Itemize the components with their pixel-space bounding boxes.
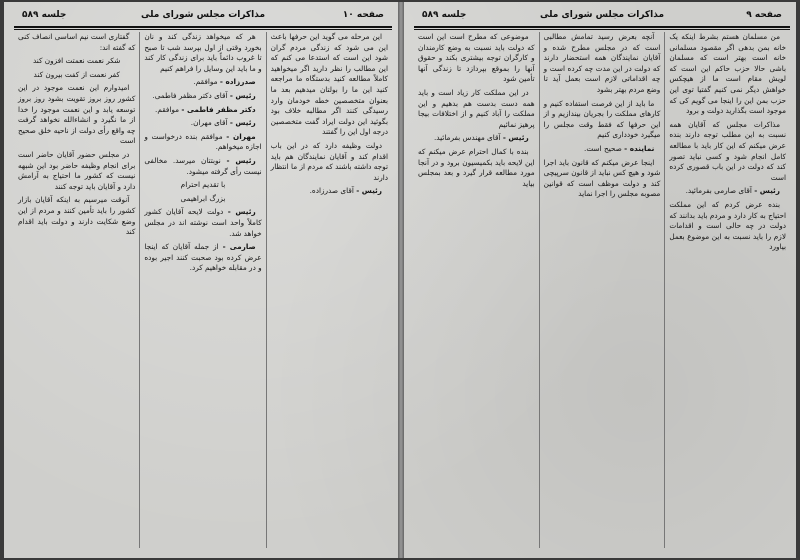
paragraph-text: در مجلس حضور آقایان حاضر است برای انجام وظیفه حاضر بود این شبهه نیست که کشور ما احتیاج به آرامش دارد و آقایان باید توجه کنند <box>18 149 136 191</box>
page-header <box>14 10 392 24</box>
paragraph <box>18 83 135 147</box>
paragraph-text: امیدوارم این نعمت موجود در این کشور روز بروز تقویت بشود روز بروز توسعه یابد و این نعمت موجود را خدا از ما نگیرد و انشاءالله نخواهد گرفت چه واقع رأی دولت از ناحیه خلق صحیح است <box>18 83 136 146</box>
running-title: مذاکرات مجلس شورای ملی <box>140 10 266 20</box>
speaker-name: دکتر مظفر فاطمی - <box>181 104 256 114</box>
paragraph-text: اینجا عرض میکنم که قانون باید اجرا شود و هیچ کس نباید از قانون سرپیچی کند و دولت موظف است که قوانین مصوبه مجلس را اجرا نماید <box>543 157 661 199</box>
paragraph-text: من مسلمان هستم بشرط اینکه یک خانه بمن بدهی اگر مقصود مسلمانی خانه است بهتر است که مسلمان باشی حالا حزب حاکم این است که لویش مقام است ما از هیچکس خواهش دیگر نمی کنیم گفتیا توی این حزب بمن این را اینجا می گویم کی که موجود است بگذارید دولت و برود <box>669 32 786 116</box>
paragraph <box>544 99 661 141</box>
paragraph-text: بنده عرض کردم که این مملکت احتیاج به کار دارد و مردم باید بدانند که دولت در چه حالی است و اقدامات لازم را باید نسبت به این موضوع بعمل بیاورد <box>669 199 786 252</box>
paragraph-text: دولت وظیفه دارد که در این باب اقدام کند و آقایان نمایندگان هم باید توجه داشته باشند که مردم از ما انتظار دارند <box>270 140 388 182</box>
paragraph <box>18 70 135 81</box>
speaker-paragraph <box>144 132 261 153</box>
header-rule <box>14 26 392 30</box>
paragraph <box>18 150 135 192</box>
paragraph-text: آقای مهندس بفرمائید. <box>433 133 501 143</box>
book-gutter <box>398 2 404 558</box>
paragraph-text: مذاکرات مجلس که آقایان همه نسبت به این مطلب توجه دارند بنده عرض میکنم که این کار باید با مطالعه کامل انجام شود و کسی نباید تصور کند که دولت در این باب قصوری کرده است <box>669 119 786 182</box>
speaker-name: صدرزاده - <box>219 77 256 87</box>
speaker-paragraph <box>144 118 261 129</box>
paragraph-text: این مرحله می گوید این حرفها باعث این می شود که زندگی مردم گران شود این است که استدعا می کنم که این مطالب را نظر دارید اگر میخواهید کاملاً مطالعه کنید بدستگاه ما مراجعه کنید این ما را بولتان میدهیم بعد ما بعنوان متخصصین خطه خودمان وارد رسیدگی کنند اگر مطالبه خلاف بود بگوئید این دولت ایراد گفت متخصصین درجه اول این را گفتند <box>270 32 388 137</box>
speaker-paragraph <box>144 207 261 239</box>
paragraph-text: کفر نعمت از کفت بیرون کند <box>33 69 120 79</box>
speaker-paragraph <box>144 242 261 274</box>
text-column <box>139 32 265 548</box>
paragraph <box>669 200 786 253</box>
paragraph-text: گفتاری است نیم اساسی انصاف کنی که گفته اند: <box>18 32 136 52</box>
paragraph-text: بنده با کمال احترام عرض میکنم که این لایحه باید بکمیسیون برود و در آنجا مورد مطالعه قرار گیرد و بعد بمجلس بیاید <box>417 146 535 188</box>
paragraph-text: آنچه بعرض رسید تمامش مطالبی است که در مجلس مطرح شده و آقایان نمایندگان همه استحضار دارند که دولت در این مدت چه کرده است و چه اقداماتی لازم است بعمل آید تا وضع مردم بهتر بشود <box>543 32 661 94</box>
text-column <box>539 32 665 548</box>
text-column <box>414 32 539 548</box>
paragraph-text: موافقم بنده درخواست و اجازه میخواهم. <box>144 131 262 152</box>
text-column <box>14 32 139 548</box>
paragraph <box>18 195 135 237</box>
paragraph <box>418 88 535 130</box>
paragraph <box>544 158 661 200</box>
speaker-paragraph <box>144 105 261 116</box>
paragraph-text: بزرگ ابراهیمی <box>180 193 226 203</box>
speaker-name: رئیس - <box>502 133 529 143</box>
speaker-name: رئیس - <box>226 155 256 165</box>
paragraph-text: آقای دکتر مظفر فاطمی. <box>152 90 228 100</box>
paragraph-text: آقای مهران. <box>190 118 228 128</box>
paragraph <box>418 32 535 85</box>
paragraph <box>271 32 388 138</box>
paragraph <box>669 120 786 184</box>
speaker-paragraph <box>669 186 786 197</box>
paragraph-text: در این مملکت کار زیاد است و باید همه دست بدست هم بدهیم و این مملکت را آباد کنیم و از اختلافات بیجا پرهیز نمائیم <box>417 87 535 129</box>
speaker-name: نماینده - <box>624 143 655 153</box>
paragraph-text: با تقدیم احترام <box>180 180 226 190</box>
paragraph-text: موافقم. <box>193 77 218 87</box>
paragraph-text: آنوقت میرسیم به اینکه آقایان بازار کشور را باید تأمین کنند و مردم از این وضع شکایت دارند و دولت باید اقدام کند <box>18 195 136 237</box>
paragraph-text: موضوعی که مطرح است این است که دولت باید نسبت به وضع کارمندان و کارگران توجه بیشتری بکند و حقوق آنها را بموقع بپردازد تا زندگی آنها تأمین شود <box>417 32 535 84</box>
page-number: صفحه ۱۰ <box>342 10 384 20</box>
paragraph-text: هر که میخواهد زندگی کند و نان بخورد وقتی از اول بپرسد شب تا صبح تا غروب دائماً باید برای زندگی کار کند و ما باید این وسایل را فراهم کنیم <box>144 32 262 73</box>
header-rule <box>414 26 790 30</box>
paragraph <box>144 32 261 74</box>
session-number: جلسه ۵۸۹ <box>22 10 67 20</box>
session-number: جلسه ۵۸۹ <box>422 10 467 20</box>
speaker-paragraph <box>144 156 261 177</box>
paragraph-text: موافقم. <box>155 104 180 114</box>
speaker-paragraph <box>418 133 535 144</box>
running-title: مذاکرات مجلس شورای ملی <box>539 10 665 20</box>
text-columns <box>414 32 790 548</box>
paragraph <box>18 56 135 67</box>
speaker-name: رئیس - <box>356 186 382 196</box>
paragraph <box>144 180 261 191</box>
speaker-paragraph <box>544 144 661 155</box>
paragraph-text: نوبتتان میرسد. مخالفی نیست رأی گرفته میشود. <box>144 155 262 176</box>
paragraph-text: آقای صدرزاده. <box>309 186 354 196</box>
paragraph-text: صحیح است. <box>584 143 622 153</box>
paragraph-text: آقای صارمی بفرمائید. <box>685 186 752 196</box>
paragraph-text: شکر نعمت نعمتت افزون کند <box>32 56 121 66</box>
page-number: صفحه ۹ <box>746 10 782 20</box>
paragraph <box>144 194 261 205</box>
paragraph <box>18 32 135 53</box>
speaker-name: صارمی - <box>222 242 256 252</box>
paragraph-text: از جمله آقایان که اینجا عرض کرده بود صحبت کنند اجیر بوده و در مقابله خواهیم کرد. <box>144 242 262 273</box>
speaker-name: رئیس - <box>227 207 256 217</box>
right-page <box>404 2 796 558</box>
page-header <box>414 10 790 24</box>
speaker-name: رئیس - <box>229 118 256 128</box>
speaker-paragraph <box>271 186 388 197</box>
paragraph-text: دولت لایحه آقایان کشور کاملاً واحد است نوشته اند در مجلس خواهد شد. <box>144 207 262 238</box>
left-page <box>4 2 398 558</box>
text-column <box>266 32 392 548</box>
speaker-paragraph <box>144 91 261 102</box>
speaker-name: رئیس - <box>229 90 256 100</box>
paragraph <box>418 147 535 189</box>
text-columns <box>14 32 392 548</box>
speaker-name: مهران - <box>226 131 256 141</box>
paragraph-text: ما باید از این فرصت استفاده کنیم و کارهای مملکت را بجریان بیندازیم و از این حرفها که فقط وقت مجلس را میگیرد خودداری کنیم <box>543 98 661 140</box>
speaker-name: رئیس - <box>754 186 780 196</box>
text-column <box>664 32 790 548</box>
paragraph <box>669 32 786 117</box>
paragraph <box>271 141 388 183</box>
speaker-paragraph <box>144 77 261 88</box>
paragraph <box>544 32 661 96</box>
scanned-document-spread <box>4 2 796 558</box>
